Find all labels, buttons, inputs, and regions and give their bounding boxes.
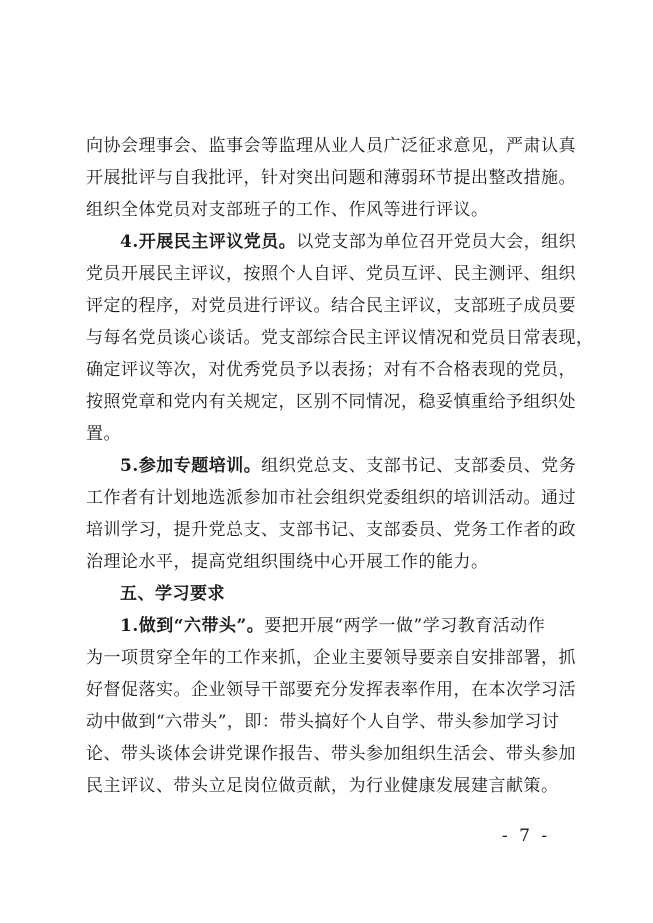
- line-06: 评定的程序，对党员进行评议。结合民主评议，支部班子成员要: [86, 296, 576, 316]
- line-19: 动中做到“六带头”，即：带头搞好个人自学、带头参加学习讨: [86, 712, 560, 732]
- item-5-line-1: 5.参加专题培训。组织党总支、支部书记、支部委员、党务: [120, 456, 577, 476]
- line-13: 培训学习，提升党总支、支部书记、支部委员、党务工作者的政: [86, 520, 576, 540]
- item-4-heading: 4.开展民主评议党员。: [120, 232, 297, 252]
- line-02: 开展批评与自我批评，针对突出问题和薄弱环节提出整改措施。: [86, 168, 576, 188]
- line-07: 与每名党员谈心谈话。党支部综合民主评议情况和党员日常表现，: [86, 328, 594, 348]
- line-14: 治理论水平，提高党组织围绕中心开展工作的能力。: [86, 552, 489, 572]
- line-10: 置。: [86, 424, 121, 444]
- item-5-heading: 5.参加专题培训。: [120, 456, 262, 476]
- line-09: 按照党章和党内有关规定，区别不同情况，稳妥慎重给予组织处: [86, 392, 576, 412]
- line-03: 组织全体党员对支部班子的工作、作风等进行评议。: [86, 200, 489, 220]
- line-01: 向协会理事会、监事会等监理从业人员广泛征求意见，严肃认真: [86, 136, 576, 156]
- line-12: 工作者有计划地选派参加市社会组织党委组织的培训活动。通过: [86, 488, 576, 508]
- line-18: 好督促落实。企业领导干部要充分发挥表率作用，在本次学习活: [86, 680, 576, 700]
- page-number: - 7 -: [502, 826, 551, 846]
- line-05: 党员开展民主评议，按照个人自评、党员互评、民主测评、组织: [86, 264, 576, 284]
- item-1-heading: 1.做到“六带头”。: [120, 616, 265, 636]
- line-08: 确定评议等次，对优秀党员予以表扬；对有不合格表现的党员，: [86, 360, 576, 380]
- item-4-line-1: 4.开展民主评议党员。以党支部为单位召开党员大会，组织: [120, 232, 577, 252]
- line-21: 民主评议、带头立足岗位做贡献，为行业健康发展建言献策。: [86, 776, 559, 796]
- line-17: 为一项贯穿全年的工作来抓，企业主要领导要亲自安排部署，抓: [86, 648, 576, 668]
- item-1-line-1: 1.做到“六带头”。要把开展“两学一做”学习教育活动作: [120, 616, 546, 636]
- section-5-heading: 五、学习要求: [120, 584, 225, 604]
- line-20: 论、带头谈体会讲党课作报告、带头参加组织生活会、带头参加: [86, 744, 576, 764]
